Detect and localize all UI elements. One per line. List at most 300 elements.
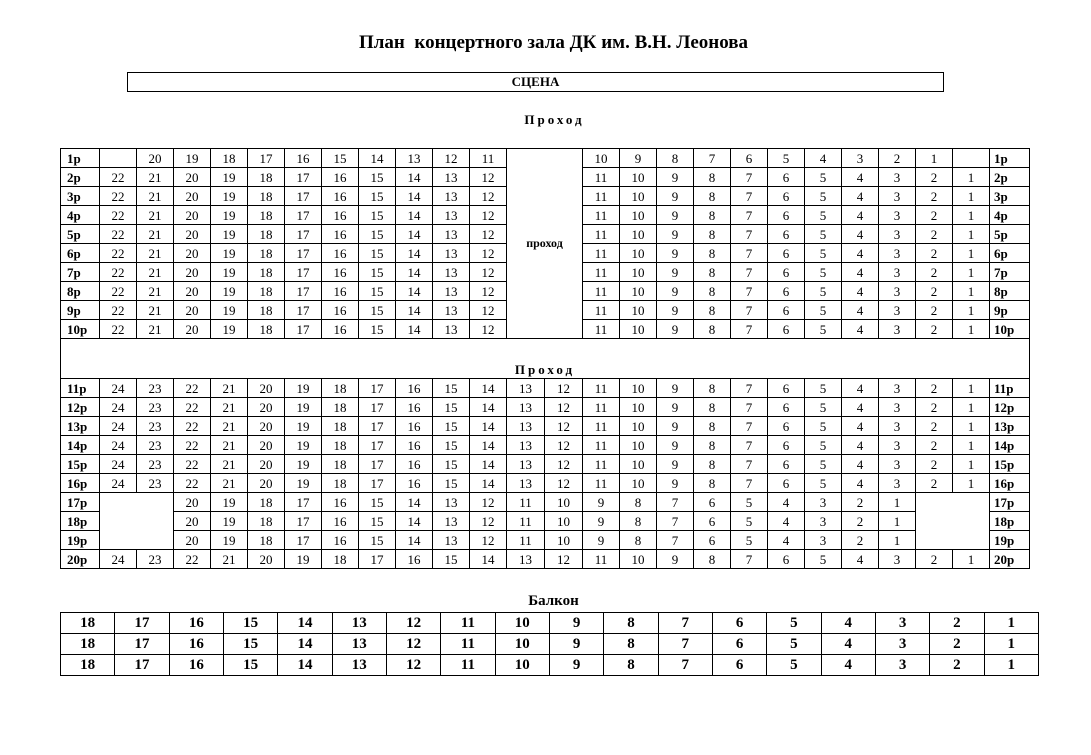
seat: 10 <box>620 550 657 569</box>
seat: 8 <box>694 282 731 301</box>
seat: 14 <box>359 149 396 168</box>
row-label-right: 15р <box>990 455 1030 474</box>
balcony-seat: 7 <box>658 634 712 655</box>
seat-row <box>61 455 1030 474</box>
seat: 13 <box>433 244 470 263</box>
seat: 22 <box>100 301 137 320</box>
seat: 20 <box>174 168 211 187</box>
seat: 5 <box>805 320 842 339</box>
seat: 20 <box>174 187 211 206</box>
row-label-left: 18р <box>61 512 100 531</box>
seat: 3 <box>879 455 916 474</box>
seat: 14 <box>396 320 433 339</box>
seat: 21 <box>137 187 174 206</box>
seat: 1 <box>953 168 990 187</box>
seat: 14 <box>396 263 433 282</box>
row-label-right: 5р <box>990 225 1030 244</box>
seat: 19 <box>285 550 322 569</box>
seat: 2 <box>916 206 953 225</box>
seat: 13 <box>433 187 470 206</box>
seat: 10 <box>620 417 657 436</box>
seat: 8 <box>694 379 731 398</box>
balcony-seat: 6 <box>712 634 766 655</box>
seat: 7 <box>731 474 768 493</box>
seat: 3 <box>879 263 916 282</box>
balcony-seat: 16 <box>169 655 223 676</box>
seat: 12 <box>470 187 507 206</box>
seat: 4 <box>842 474 879 493</box>
seat: 20 <box>248 398 285 417</box>
seat: 1 <box>953 282 990 301</box>
row-label-left: 4р <box>61 206 100 225</box>
seat: 2 <box>842 493 879 512</box>
seat: 18 <box>248 320 285 339</box>
seat: 21 <box>211 550 248 569</box>
seat: 10 <box>545 493 583 512</box>
seat: 1 <box>953 550 990 569</box>
seat: 13 <box>433 168 470 187</box>
seat: 8 <box>694 474 731 493</box>
seat: 10 <box>620 282 657 301</box>
seat: 6 <box>768 398 805 417</box>
seat: 5 <box>805 225 842 244</box>
seat: 22 <box>100 244 137 263</box>
seat: 20 <box>174 282 211 301</box>
seat: 17 <box>359 398 396 417</box>
balcony-seat: 4 <box>821 655 875 676</box>
seat: 8 <box>694 320 731 339</box>
seat: 14 <box>470 436 507 455</box>
seat: 21 <box>137 225 174 244</box>
seat: 22 <box>100 187 137 206</box>
balcony-seat: 11 <box>441 634 495 655</box>
seat: 4 <box>842 301 879 320</box>
seat: 4 <box>842 244 879 263</box>
balcony-seat: 5 <box>767 655 821 676</box>
seat: 10 <box>620 244 657 263</box>
seat: 12 <box>470 206 507 225</box>
seat: 9 <box>657 474 694 493</box>
seat: 7 <box>731 263 768 282</box>
balcony-seat: 17 <box>115 634 169 655</box>
seat: 5 <box>805 417 842 436</box>
seat: 5 <box>805 550 842 569</box>
seat: 16 <box>396 550 433 569</box>
balcony-seat: 15 <box>223 634 277 655</box>
seat: 17 <box>285 187 322 206</box>
seat: 18 <box>248 512 285 531</box>
seat: 3 <box>879 168 916 187</box>
seat: 19 <box>211 282 248 301</box>
seat: 5 <box>805 263 842 282</box>
seat: 17 <box>359 474 396 493</box>
seat: 5 <box>768 149 805 168</box>
seat: 1 <box>953 244 990 263</box>
seat: 6 <box>731 149 768 168</box>
seat: 2 <box>916 168 953 187</box>
seat: 9 <box>657 550 694 569</box>
seat: 5 <box>805 206 842 225</box>
balcony-seat: 13 <box>332 655 386 676</box>
row-label-right: 6р <box>990 244 1030 263</box>
seat: 8 <box>694 436 731 455</box>
seat: 18 <box>322 379 359 398</box>
balcony-seat: 14 <box>278 634 332 655</box>
balcony-seat: 6 <box>712 655 766 676</box>
balcony-seat: 7 <box>658 655 712 676</box>
seat: 10 <box>583 149 620 168</box>
seat: 18 <box>248 531 285 550</box>
seat: 15 <box>433 436 470 455</box>
seat: 3 <box>879 436 916 455</box>
seat: 22 <box>174 379 211 398</box>
balcony-seat: 2 <box>930 634 984 655</box>
balcony-seat: 13 <box>332 613 386 634</box>
balcony-seat: 8 <box>604 655 658 676</box>
seat: 22 <box>100 206 137 225</box>
hall-seating-table <box>60 148 1030 569</box>
seat: 11 <box>583 474 620 493</box>
seat: 21 <box>137 244 174 263</box>
row-label-right: 1р <box>990 149 1030 168</box>
seat: 23 <box>137 550 174 569</box>
row-label-left: 14р <box>61 436 100 455</box>
seat: 9 <box>583 512 620 531</box>
seat: 8 <box>657 149 694 168</box>
seat: 5 <box>805 301 842 320</box>
balcony-seat: 4 <box>821 613 875 634</box>
seat: 19 <box>285 379 322 398</box>
row-label-left: 9р <box>61 301 100 320</box>
seat: 1 <box>953 455 990 474</box>
seat: 14 <box>396 168 433 187</box>
seat: 5 <box>805 379 842 398</box>
seat: 17 <box>359 417 396 436</box>
row-label-left: 6р <box>61 244 100 263</box>
seat: 13 <box>507 436 545 455</box>
seat: 11 <box>470 149 507 168</box>
seat: 10 <box>620 168 657 187</box>
seat: 9 <box>657 187 694 206</box>
balcony-seat: 8 <box>604 634 658 655</box>
seat: 11 <box>583 320 620 339</box>
seat: 21 <box>137 168 174 187</box>
seat: 18 <box>322 436 359 455</box>
seat: 10 <box>545 512 583 531</box>
seat: 21 <box>137 301 174 320</box>
seat: 19 <box>211 320 248 339</box>
seat: 11 <box>583 225 620 244</box>
seat: 22 <box>100 320 137 339</box>
seat: 17 <box>359 379 396 398</box>
seat: 13 <box>433 263 470 282</box>
balcony-row <box>61 634 1039 655</box>
seat: 7 <box>657 531 694 550</box>
seat: 6 <box>768 379 805 398</box>
seat: 22 <box>100 225 137 244</box>
seat: 8 <box>620 531 657 550</box>
row-label-left: 12р <box>61 398 100 417</box>
seat: 6 <box>694 493 731 512</box>
balcony-seat: 1 <box>984 634 1038 655</box>
seat: 3 <box>879 206 916 225</box>
seat: 3 <box>879 550 916 569</box>
seat: 21 <box>137 263 174 282</box>
seat: 1 <box>879 512 916 531</box>
seat: 7 <box>731 320 768 339</box>
seat: 9 <box>657 379 694 398</box>
seat: 19 <box>211 301 248 320</box>
seat: 18 <box>248 206 285 225</box>
seat: 2 <box>916 225 953 244</box>
seat: 21 <box>211 417 248 436</box>
seat: 20 <box>248 474 285 493</box>
seat: 9 <box>657 263 694 282</box>
seat: 15 <box>433 379 470 398</box>
balcony-seat: 18 <box>61 613 115 634</box>
seat: 1 <box>953 379 990 398</box>
seat: 20 <box>248 436 285 455</box>
seat: 19 <box>211 493 248 512</box>
seat: 18 <box>322 474 359 493</box>
row-label-left: 3р <box>61 187 100 206</box>
seat: 20 <box>174 493 211 512</box>
seat: 19 <box>285 455 322 474</box>
seat: 16 <box>322 282 359 301</box>
seat: 23 <box>137 417 174 436</box>
seat-row <box>61 550 1030 569</box>
seat: 3 <box>879 244 916 263</box>
seat: 14 <box>470 398 507 417</box>
seat: 20 <box>248 550 285 569</box>
row-label-left: 5р <box>61 225 100 244</box>
seat: 19 <box>211 512 248 531</box>
balcony-seat: 2 <box>930 613 984 634</box>
seat: 14 <box>396 512 433 531</box>
seat: 1 <box>953 225 990 244</box>
seat: 17 <box>285 493 322 512</box>
seat: 21 <box>211 436 248 455</box>
seat: 15 <box>359 320 396 339</box>
seat: 7 <box>694 149 731 168</box>
balcony-seat: 3 <box>875 655 929 676</box>
balcony-seat: 2 <box>930 655 984 676</box>
seat: 19 <box>211 531 248 550</box>
seat: 11 <box>583 168 620 187</box>
seat: 13 <box>433 493 470 512</box>
seat: 3 <box>842 149 879 168</box>
seat: 12 <box>470 493 507 512</box>
seat: 14 <box>470 417 507 436</box>
seat: 12 <box>470 282 507 301</box>
seat: 1 <box>953 206 990 225</box>
seat: 9 <box>657 225 694 244</box>
seat: 18 <box>248 225 285 244</box>
seat: 4 <box>842 417 879 436</box>
balcony-seat: 12 <box>386 634 440 655</box>
seat: 19 <box>285 436 322 455</box>
seat: 2 <box>916 436 953 455</box>
seat: 9 <box>657 168 694 187</box>
seat: 15 <box>433 417 470 436</box>
seat: 6 <box>768 168 805 187</box>
seat: 13 <box>433 206 470 225</box>
seat: 16 <box>322 493 359 512</box>
seat: 4 <box>842 398 879 417</box>
balcony-seat: 18 <box>61 634 115 655</box>
seat: 1 <box>953 301 990 320</box>
seat: 23 <box>137 379 174 398</box>
seat: 15 <box>359 282 396 301</box>
seat: 11 <box>583 550 620 569</box>
seat: 17 <box>359 550 396 569</box>
seat: 13 <box>433 512 470 531</box>
seat: 14 <box>396 493 433 512</box>
seat: 11 <box>583 436 620 455</box>
passage-label-middle: Проход <box>61 339 1030 379</box>
seat: 13 <box>507 398 545 417</box>
seat: 6 <box>694 512 731 531</box>
seat: 3 <box>879 320 916 339</box>
balcony-seating-table <box>60 612 1039 676</box>
seat: 17 <box>359 455 396 474</box>
seat: 3 <box>879 398 916 417</box>
seat: 23 <box>137 455 174 474</box>
row-label-right: 18р <box>990 512 1030 531</box>
balcony-seat: 7 <box>658 613 712 634</box>
seat: 14 <box>470 474 507 493</box>
seat: 2 <box>842 531 879 550</box>
seat: 14 <box>396 206 433 225</box>
seat: 16 <box>396 474 433 493</box>
seat: 11 <box>583 301 620 320</box>
balcony-seat: 16 <box>169 613 223 634</box>
seat: 6 <box>768 244 805 263</box>
balcony-seat: 5 <box>767 634 821 655</box>
balcony-seat: 14 <box>278 655 332 676</box>
seat: 10 <box>620 379 657 398</box>
seat: 15 <box>359 187 396 206</box>
seat: 15 <box>359 512 396 531</box>
seat: 16 <box>322 187 359 206</box>
seat: 3 <box>879 417 916 436</box>
seat: 18 <box>322 550 359 569</box>
seat: 1 <box>953 474 990 493</box>
seat: 2 <box>916 320 953 339</box>
seat: 16 <box>322 244 359 263</box>
seat: 4 <box>842 320 879 339</box>
row-label-right: 11р <box>990 379 1030 398</box>
seat: 6 <box>768 187 805 206</box>
seat: 11 <box>583 379 620 398</box>
balcony-seat: 11 <box>441 655 495 676</box>
seat: 15 <box>359 225 396 244</box>
row-label-right: 10р <box>990 320 1030 339</box>
seat: 6 <box>768 550 805 569</box>
seat: 12 <box>470 168 507 187</box>
seat: 6 <box>768 225 805 244</box>
seat: 11 <box>583 244 620 263</box>
seat: 20 <box>174 206 211 225</box>
seat: 3 <box>879 187 916 206</box>
row-label-right: 12р <box>990 398 1030 417</box>
seat: 3 <box>805 531 842 550</box>
seat: 4 <box>842 455 879 474</box>
seat: 2 <box>879 149 916 168</box>
seat: 21 <box>211 379 248 398</box>
seat: 19 <box>211 187 248 206</box>
seat: 9 <box>583 493 620 512</box>
seat: 12 <box>433 149 470 168</box>
seat-row <box>61 512 1030 531</box>
seat: 15 <box>359 531 396 550</box>
balcony-seat: 1 <box>984 655 1038 676</box>
seat: 18 <box>248 263 285 282</box>
seat: 20 <box>174 531 211 550</box>
seat: 11 <box>583 263 620 282</box>
seat: 7 <box>657 512 694 531</box>
passage-row <box>61 339 1030 379</box>
seat: 9 <box>657 417 694 436</box>
balcony-seat: 5 <box>767 613 821 634</box>
seat-row <box>61 493 1030 512</box>
seat: 12 <box>470 320 507 339</box>
seat: 17 <box>248 149 285 168</box>
seat: 8 <box>694 301 731 320</box>
seat: 6 <box>768 455 805 474</box>
seat: 10 <box>620 225 657 244</box>
seat: 14 <box>470 550 507 569</box>
seat: 2 <box>916 550 953 569</box>
seat: 16 <box>322 301 359 320</box>
seat: 2 <box>842 512 879 531</box>
seat: 8 <box>694 398 731 417</box>
seat: 18 <box>211 149 248 168</box>
balcony-row <box>61 613 1039 634</box>
seat: 12 <box>545 398 583 417</box>
seat: 24 <box>100 436 137 455</box>
seat: 5 <box>805 455 842 474</box>
seat: 8 <box>694 417 731 436</box>
seat: 17 <box>285 512 322 531</box>
seat: 20 <box>248 455 285 474</box>
seat: 17 <box>359 436 396 455</box>
seat: 4 <box>842 187 879 206</box>
seat: 15 <box>433 455 470 474</box>
seat: 5 <box>805 168 842 187</box>
seat: 18 <box>248 168 285 187</box>
seat: 7 <box>731 282 768 301</box>
seat: 4 <box>768 493 805 512</box>
seat: 4 <box>842 263 879 282</box>
seat: 20 <box>174 512 211 531</box>
seat: 10 <box>620 320 657 339</box>
seat: 6 <box>768 436 805 455</box>
seat: 9 <box>657 206 694 225</box>
row-label-right: 8р <box>990 282 1030 301</box>
balcony-seat: 9 <box>549 613 603 634</box>
seat: 4 <box>842 436 879 455</box>
seat: 22 <box>174 474 211 493</box>
seat: 18 <box>248 187 285 206</box>
seat: 24 <box>100 550 137 569</box>
seat: 8 <box>694 206 731 225</box>
seat-row <box>61 379 1030 398</box>
seat: 21 <box>137 320 174 339</box>
row-label-right: 3р <box>990 187 1030 206</box>
seat <box>953 149 990 168</box>
seat: 7 <box>731 206 768 225</box>
